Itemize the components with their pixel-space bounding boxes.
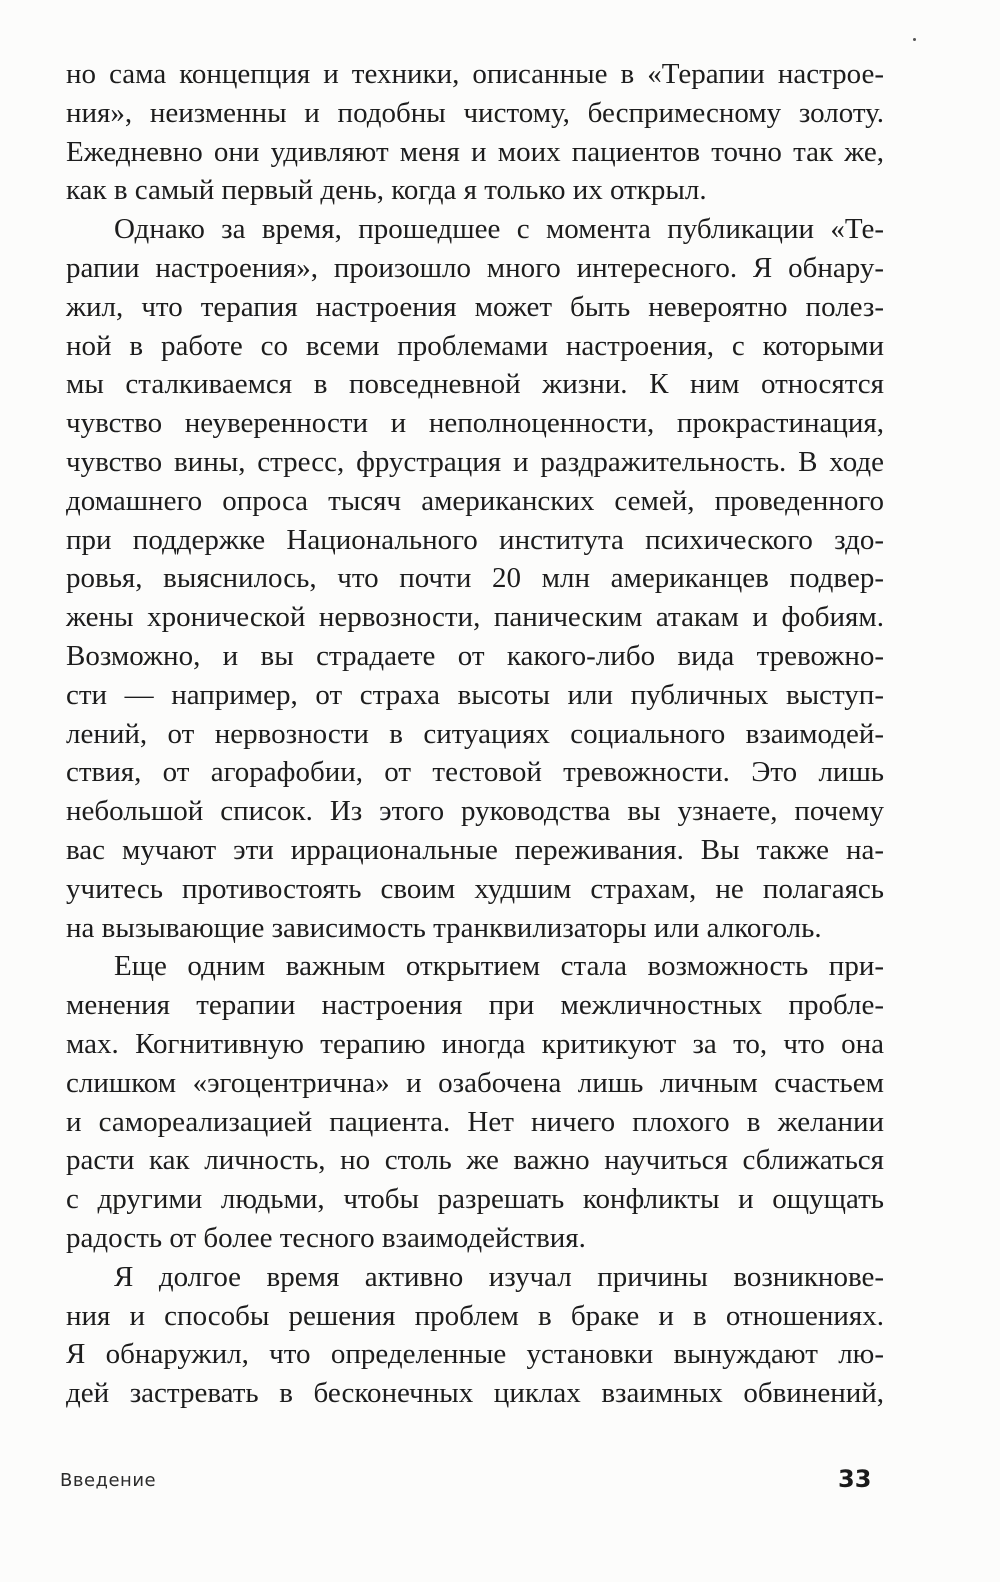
running-footer-section-title: Введение	[60, 1470, 157, 1491]
text-line: менения терапии настроения при межличностных пробле-	[66, 989, 884, 1022]
text-line: жил, что терапия настроения может быть невероятно полез-	[66, 290, 884, 323]
text-line: учитесь противостоять своим худшим страхам, не полагаясь	[66, 872, 884, 905]
text-line: Еще одним важным открытием стала возможность при-	[114, 950, 884, 983]
text-line: рапии настроения», произошло много интересного. Я обнару-	[66, 251, 884, 284]
page-number: 33	[838, 1465, 872, 1493]
text-line: слишком «эгоцентрична» и озабочена лишь личным счастьем	[66, 1066, 884, 1099]
text-line: ния и способы решения проблем в браке и в отношениях.	[66, 1299, 884, 1332]
text-line: как в самый первый день, когда я только их открыл.	[66, 174, 707, 207]
text-line: жены хронической нервозности, паническим атакам и фобиям.	[66, 601, 884, 634]
text-line: Я долгое время активно изучал причины возникнове-	[114, 1260, 884, 1293]
text-line: Ежедневно они удивляют меня и моих пациентов точно так же,	[66, 135, 884, 168]
text-line: но сама концепция и техники, описанные в «Терапии настрое-	[66, 58, 884, 90]
body-text	[66, 55, 884, 1413]
text-line: дей застревать в бесконечных циклах взаимных обвинений,	[66, 1377, 884, 1410]
text-line: вас мучают эти иррациональные переживания. Вы также на-	[66, 833, 884, 866]
scan-speck	[913, 38, 916, 41]
text-line: ния», неизменны и подобны чистому, беспримесному золоту.	[66, 96, 884, 129]
text-line: радость от более тесного взаимодействия.	[66, 1221, 586, 1254]
text-line: чувство вины, стресс, фрустрация и раздражительность. В ходе	[66, 445, 884, 478]
text-line: на вызывающие зависимость транквилизаторы или алкоголь.	[66, 911, 822, 944]
text-line: расти как личность, но столь же важно научиться сближаться	[66, 1144, 884, 1177]
text-line: с другими людьми, чтобы разрешать конфликты и ощущать	[66, 1183, 884, 1216]
text-line: ной в работе со всеми проблемами настроения, с которыми	[66, 329, 884, 362]
text-line: при поддержке Национального института психического здо-	[66, 523, 884, 556]
text-line: Я обнаружил, что определенные установки вынуждают лю-	[66, 1338, 884, 1371]
text-line: сти — например, от страха высоты или публичных выступ-	[66, 678, 884, 711]
text-line: мах. Когнитивную терапию иногда критикуют за то, что она	[66, 1027, 884, 1060]
text-line: мы сталкиваемся в повседневной жизни. К ним относятся	[66, 368, 884, 401]
text-line: чувство неуверенности и неполноценности, прокрастинация,	[66, 407, 884, 440]
text-line: и самореализацией пациента. Нет ничего плохого в желании	[66, 1105, 884, 1138]
text-line: ровья, выяснилось, что почти 20 млн американцев подвер-	[66, 562, 884, 595]
text-line: домашнего опроса тысяч американских семей, проведенного	[66, 484, 884, 517]
text-line: Возможно, и вы страдаете от какого-либо вида тревожно-	[66, 639, 884, 672]
text-line: небольшой список. Из этого руководства вы узнаете, почему	[66, 795, 884, 828]
text-line: Однако за время, прошедшее с момента публикации «Те-	[114, 213, 884, 246]
text-line: ствия, от агорафобии, от тестовой тревожности. Это лишь	[66, 756, 884, 789]
text-line: лений, от нервозности в ситуациях социального взаимодей-	[66, 717, 884, 750]
